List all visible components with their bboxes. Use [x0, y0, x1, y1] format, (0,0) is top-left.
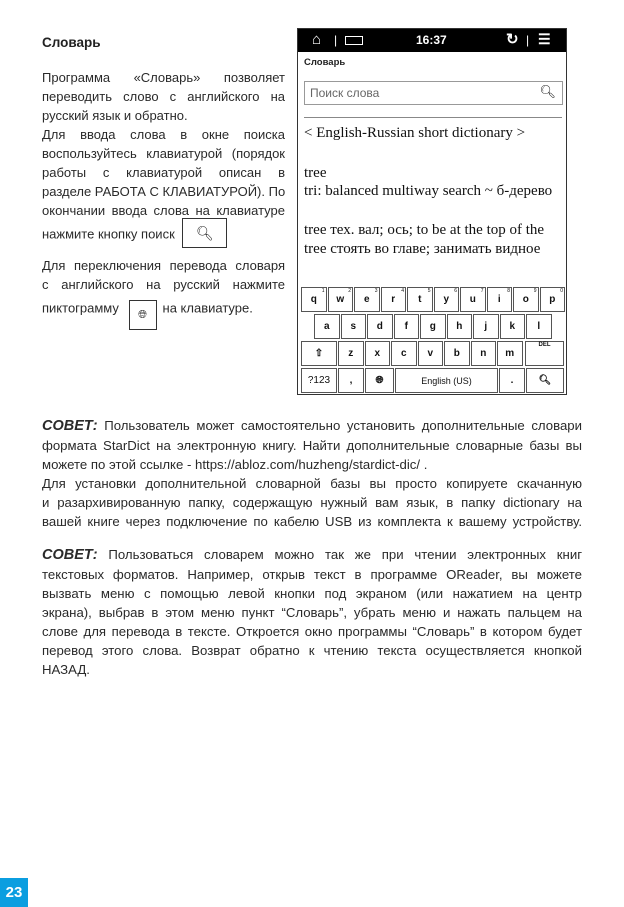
key-label: . — [510, 375, 514, 386]
key-c[interactable] — [391, 341, 417, 366]
text-line: работы с клавиатурой описан в — [42, 165, 285, 180]
on-screen-keyboard — [298, 287, 567, 395]
text-line: на клавиатуре. — [162, 300, 253, 316]
text-line: воспользуйтесь клавиатурой (порядок — [42, 146, 285, 161]
key-d[interactable] — [367, 314, 393, 339]
key-label: z — [348, 348, 354, 359]
battery-icon — [345, 36, 363, 45]
divider: | — [334, 33, 338, 47]
text-line: пиктограмму — [42, 300, 119, 316]
dictionary-line: tree стоять во главе; занимать видное — [304, 241, 541, 257]
text-line: разделе РАБОТА С КЛАВИАТУРОЙ). По — [42, 184, 286, 199]
key-k[interactable] — [500, 314, 526, 339]
key-label: k — [509, 321, 516, 332]
text-line: Для переключения перевода словаря — [42, 258, 285, 273]
key-label: r — [391, 294, 396, 305]
delete-key[interactable] — [525, 341, 564, 366]
key-r[interactable] — [381, 287, 407, 312]
text-line: вашей книге через подключение по кабелю USB из комплекта к вашему устройству. — [42, 514, 582, 529]
key-a[interactable] — [314, 314, 340, 339]
text-line: вызвать меню с помощью левой кнопки под экраном (или нажатием на центр — [42, 586, 582, 601]
search-icon[interactable]: 🔍︎ — [539, 84, 556, 99]
key-label: v — [427, 348, 434, 359]
key-label: d — [376, 321, 383, 332]
text-line: переводить слово с английского на — [42, 89, 285, 104]
key-h[interactable] — [447, 314, 473, 339]
key-label: DEL — [538, 342, 551, 348]
tip-1 — [42, 416, 582, 531]
key-z[interactable] — [338, 341, 364, 366]
menu-icon[interactable]: ☰ — [538, 31, 551, 47]
dictionary-line: tree тех. вал; ось; to be at the top of the — [304, 222, 545, 238]
key-label: j — [484, 321, 488, 332]
text-line: Для установки дополнительной словарной базы вы просто копируете скачанную — [42, 476, 582, 491]
key-label: l — [537, 321, 541, 332]
dictionary-line: tri: balanced multiway search ~ б-дерево — [304, 183, 553, 199]
search-icon: 🔍︎ — [538, 375, 552, 386]
key-label: m — [505, 348, 515, 359]
key-number-hint: 1 — [321, 288, 325, 294]
key-number-hint: 4 — [401, 288, 404, 294]
key-label: u — [469, 294, 476, 305]
symbols-key[interactable] — [301, 368, 337, 393]
key-label: , — [349, 375, 353, 386]
tip-2 — [42, 545, 582, 679]
key-label: c — [400, 348, 407, 359]
key-label: w — [336, 294, 345, 305]
tip-label: СОВЕТ: — [42, 547, 98, 563]
app-title: Словарь — [304, 57, 346, 68]
divider: | — [526, 33, 530, 47]
text-line: Для ввода слова в окне поиска — [42, 127, 285, 142]
key-v[interactable] — [418, 341, 444, 366]
key-w[interactable] — [328, 287, 354, 312]
comma-key[interactable] — [338, 368, 364, 393]
search-icon: 🔍︎ — [196, 225, 214, 241]
search-placeholder: Поиск слова — [310, 86, 380, 100]
intro-paragraph — [42, 68, 285, 125]
period-key[interactable] — [499, 368, 525, 393]
key-label: s — [350, 321, 357, 332]
text-line: русский язык и обратно. — [42, 108, 188, 123]
globe-icon: 🌐︎ — [138, 309, 147, 321]
device-screenshot — [297, 28, 567, 395]
refresh-icon[interactable]: ↻ — [506, 31, 519, 48]
key-label: g — [429, 321, 436, 332]
switch-paragraph — [42, 256, 285, 324]
key-number-hint: 5 — [427, 288, 431, 294]
key-label: i — [497, 294, 501, 305]
search-key-illustration — [182, 218, 227, 248]
key-x[interactable] — [365, 341, 391, 366]
key-label: n — [480, 348, 487, 359]
dictionary-line: tree — [304, 165, 327, 181]
text-line: экрана), выбрав в этом меню пункт “Словарь”, убрать меню и нажать пальцем на — [42, 605, 582, 620]
key-label: t — [418, 294, 422, 305]
key-label: p — [549, 294, 556, 305]
key-number-hint: 9 — [533, 288, 537, 294]
key-number-hint: 2 — [348, 288, 351, 294]
key-s[interactable] — [341, 314, 367, 339]
page-number: 23 — [0, 878, 28, 907]
key-e[interactable] — [354, 287, 380, 312]
input-paragraph — [42, 125, 285, 250]
key-l[interactable] — [526, 314, 552, 339]
text-line: и разархивированную папку, содержащую нужный вам язык, в папку dictionary на — [42, 495, 582, 510]
key-m[interactable] — [497, 341, 523, 366]
text-line: с английского на русский нажмите — [42, 277, 285, 292]
clock: 16:37 — [416, 33, 447, 47]
text-line: перевод этого слова. Возврат обратно к чтению текста осуществляется кнопкой — [42, 643, 582, 658]
text-line: слове для перевода в тексте. Откроется окно программы “Словарь” в котором будет — [42, 624, 582, 639]
search-input[interactable] — [304, 81, 563, 105]
key-y[interactable] — [434, 287, 460, 312]
key-label: b — [453, 348, 460, 359]
key-j[interactable] — [473, 314, 499, 339]
text-line: окончании ввода слова на клавиатуре — [42, 203, 285, 218]
key-n[interactable] — [471, 341, 497, 366]
divider — [304, 117, 562, 118]
key-label: x — [374, 348, 381, 359]
key-number-hint: 3 — [374, 288, 378, 294]
key-u[interactable] — [460, 287, 486, 312]
text-line: Пользователь может самостоятельно установить дополнительные словари — [104, 418, 582, 433]
text-line: формата StarDict на электронную книгу. Найти дополнительные словарные базы вы — [42, 438, 582, 453]
key-o[interactable] — [513, 287, 539, 312]
key-number-hint: 0 — [560, 288, 563, 294]
globe-icon: 🌐︎ — [375, 375, 384, 386]
key-label: English (US) — [421, 375, 472, 386]
key-i[interactable] — [487, 287, 513, 312]
text-line: можете по этой ссылке - https://abloz.com/huzheng/stardict-dic/ . — [42, 457, 428, 472]
home-icon[interactable]: ⌂ — [312, 31, 322, 48]
space-key[interactable] — [395, 368, 498, 393]
text-line: НАЗАД. — [42, 662, 90, 677]
status-bar — [298, 29, 566, 52]
key-b[interactable] — [444, 341, 470, 366]
language-key[interactable] — [365, 368, 394, 393]
key-number-hint: 7 — [480, 288, 484, 294]
key-t[interactable] — [407, 287, 433, 312]
text-line: Программа «Словарь» позволяет — [42, 70, 285, 85]
search-key[interactable] — [526, 368, 564, 393]
key-label: o — [522, 294, 529, 305]
text-line: нажмите кнопку поиск — [42, 226, 175, 242]
key-label: f — [404, 321, 408, 332]
text-line: Пользоваться словарем можно так же при чтении электронных книг — [108, 547, 582, 562]
key-label: e — [363, 294, 370, 305]
dictionary-header: < English-Russian short dictionary > — [304, 125, 526, 141]
section-title: Словарь — [42, 35, 101, 50]
key-f[interactable] — [394, 314, 420, 339]
key-label: y — [443, 294, 450, 305]
text-line: текстовых форматов. Например, открыв текст в программе OReader, вы можете — [42, 567, 582, 582]
key-p[interactable] — [540, 287, 566, 312]
key-g[interactable] — [420, 314, 446, 339]
key-number-hint: 8 — [507, 288, 510, 294]
key-label: ?123 — [307, 375, 331, 386]
key-label: q — [310, 294, 317, 305]
tip-label: СОВЕТ: — [42, 418, 98, 434]
globe-key-illustration — [129, 300, 157, 330]
key-q[interactable] — [301, 287, 327, 312]
key-label: h — [456, 321, 463, 332]
key-label: a — [323, 321, 330, 332]
shift-key[interactable]: ⇧ — [301, 341, 337, 366]
key-number-hint: 6 — [454, 288, 457, 294]
